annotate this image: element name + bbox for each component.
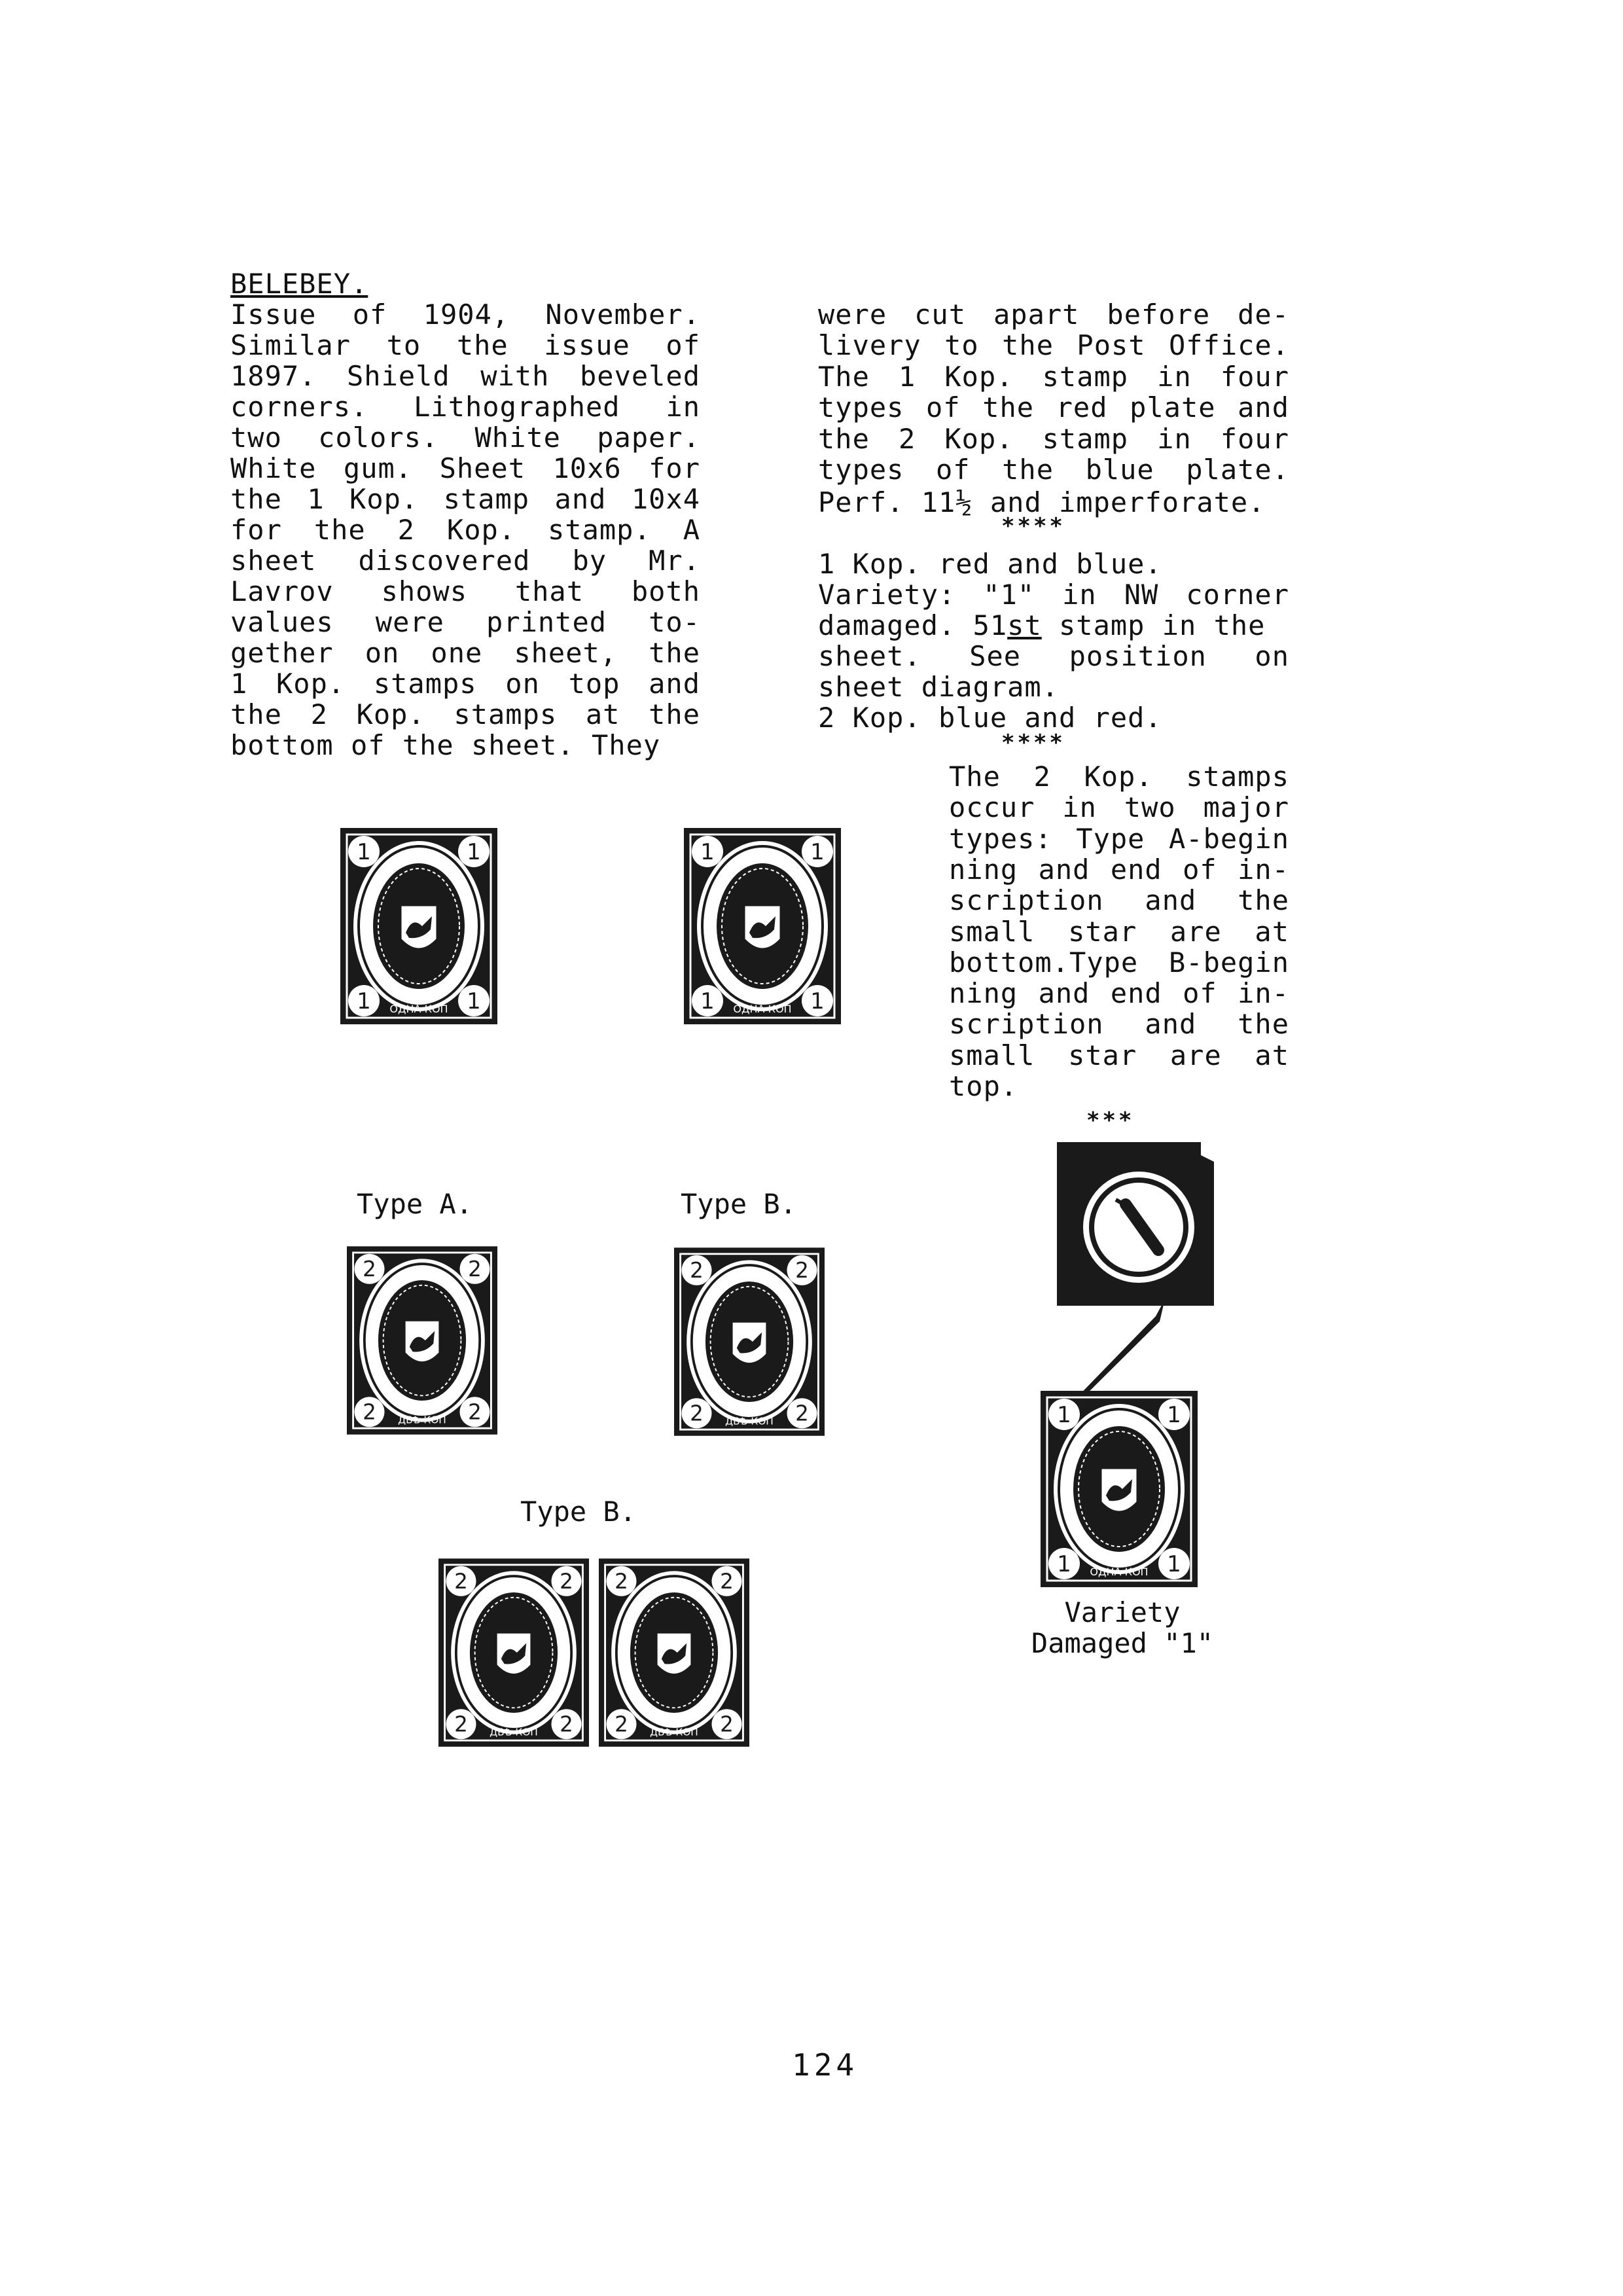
text-line: sheet diagram. bbox=[818, 672, 1060, 702]
text-line: The 1 Kop. stamp in four bbox=[818, 361, 1289, 392]
svg-text:2: 2 bbox=[720, 1712, 734, 1737]
text-line: types of the blue plate. bbox=[818, 454, 1289, 485]
text-line: Issue of 1904, November. bbox=[230, 299, 700, 330]
text-line: were cut apart before de- bbox=[818, 299, 1289, 330]
text-line: values were printed to- bbox=[230, 607, 700, 637]
text-line: top. bbox=[949, 1071, 1018, 1102]
svg-text:2: 2 bbox=[690, 1401, 704, 1426]
text-line: the 2 Kop. stamps at the bbox=[230, 699, 700, 730]
svg-text:2: 2 bbox=[454, 1569, 468, 1594]
page-number: 124 bbox=[792, 2047, 859, 2083]
svg-text:ДВѢ КОП: ДВѢ КОП bbox=[490, 1726, 538, 1738]
stamp-2-kop-type-a bbox=[347, 1246, 497, 1435]
svg-text:2: 2 bbox=[720, 1569, 734, 1594]
svg-text:1: 1 bbox=[810, 988, 825, 1014]
text-line: 1 Kop. stamps on top and bbox=[230, 668, 700, 699]
svg-text:2: 2 bbox=[468, 1257, 482, 1282]
svg-text:1: 1 bbox=[810, 839, 825, 865]
svg-text:ДВѢ КОП: ДВѢ КОП bbox=[398, 1414, 446, 1426]
svg-text:1: 1 bbox=[1167, 1551, 1181, 1577]
text-line: bottom.Type B-begin bbox=[949, 946, 1289, 978]
svg-text:2: 2 bbox=[690, 1258, 704, 1283]
text-line: the 2 Kop. stamp in four bbox=[818, 423, 1289, 454]
text-line: bottom of the sheet. They bbox=[230, 730, 661, 761]
caption-type-a: Type A. bbox=[357, 1188, 473, 1220]
svg-text:2: 2 bbox=[363, 1399, 376, 1425]
stamp-1-kop-right bbox=[684, 828, 841, 1024]
svg-text:2: 2 bbox=[615, 1712, 628, 1737]
svg-text:1: 1 bbox=[467, 988, 481, 1014]
text-line: Similar to the issue of bbox=[230, 330, 700, 361]
stamp-pair-left bbox=[438, 1558, 589, 1748]
svg-text:ОДНА КОП: ОДНА КОП bbox=[1090, 1566, 1149, 1578]
text-line: Lavrov shows that both bbox=[230, 576, 700, 607]
text-line: small star are at bbox=[949, 1039, 1289, 1071]
text-line: types: Type A-begin bbox=[949, 823, 1289, 854]
svg-text:2: 2 bbox=[454, 1712, 468, 1737]
separator-stars-3: *** bbox=[1086, 1107, 1135, 1134]
text-line: White gum. Sheet 10x6 for bbox=[230, 453, 700, 484]
text-line: sheet. See position on bbox=[818, 641, 1289, 672]
caption-type-b: Type B. bbox=[681, 1188, 797, 1220]
text-line: livery to the Post Office. bbox=[818, 330, 1289, 361]
svg-text:1: 1 bbox=[357, 988, 371, 1014]
text-line: gether on one sheet, the bbox=[230, 637, 700, 668]
stamp-1-kop-left bbox=[340, 828, 497, 1024]
variety-caption-line-1: Variety bbox=[1064, 1596, 1181, 1628]
stamp-2-kop-type-b bbox=[674, 1247, 825, 1437]
separator-stars-2: **** bbox=[1001, 730, 1065, 756]
svg-text:1: 1 bbox=[357, 839, 371, 865]
damaged-line: damaged. 51st stamp in the bbox=[818, 609, 1266, 641]
text-line: small star are at bbox=[949, 916, 1289, 947]
text-line: the 1 Kop. stamp and 10x4 bbox=[230, 484, 700, 514]
svg-text:1: 1 bbox=[1167, 1402, 1181, 1428]
text-line: 2 Kop. blue and red. bbox=[818, 702, 1162, 733]
svg-text:1: 1 bbox=[1057, 1402, 1071, 1428]
svg-text:1: 1 bbox=[700, 839, 715, 865]
text-line: Variety: "1" in NW corner bbox=[818, 579, 1289, 610]
svg-text:ОДНА КОП: ОДНА КОП bbox=[389, 1003, 448, 1015]
enlarged-corner-detail bbox=[1044, 1142, 1214, 1306]
text-line: scription and the bbox=[949, 885, 1289, 916]
svg-text:ОДНА КОП: ОДНА КОП bbox=[733, 1003, 792, 1015]
text-line: corners. Lithographed in bbox=[230, 391, 700, 422]
variety-caption-line-2: Damaged "1" bbox=[1031, 1627, 1214, 1659]
svg-text:2: 2 bbox=[468, 1399, 482, 1425]
text-line: ning and end of in- bbox=[949, 853, 1289, 885]
svg-text:1: 1 bbox=[1057, 1551, 1071, 1577]
text-line: scription and the bbox=[949, 1009, 1289, 1040]
caption-type-b-pair: Type B. bbox=[520, 1496, 637, 1528]
svg-text:ДВѢ КОП: ДВѢ КОП bbox=[650, 1726, 698, 1738]
svg-text:2: 2 bbox=[795, 1258, 809, 1283]
separator-stars-1: **** bbox=[1001, 513, 1065, 539]
text-line: sheet discovered by Mr. bbox=[230, 545, 700, 576]
text-line: The 2 Kop. stamps bbox=[949, 761, 1289, 792]
text-line: two colors. White paper. bbox=[230, 422, 700, 453]
perf-line: Perf. 11½ and imperforate. bbox=[818, 486, 1266, 518]
text-line: ning and end of in- bbox=[949, 978, 1289, 1009]
svg-text:1: 1 bbox=[467, 839, 481, 865]
text-line: for the 2 Kop. stamp. A bbox=[230, 514, 700, 545]
svg-text:2: 2 bbox=[363, 1257, 376, 1282]
svg-text:2: 2 bbox=[560, 1712, 573, 1737]
stamp-pair-right bbox=[599, 1558, 749, 1748]
article-heading: BELEBEY. bbox=[230, 268, 368, 300]
stamp-variety-damaged bbox=[1041, 1391, 1198, 1587]
svg-text:ДВѢ КОП: ДВѢ КОП bbox=[725, 1415, 774, 1427]
text-line: occur in two major bbox=[949, 792, 1289, 823]
svg-text:2: 2 bbox=[560, 1569, 573, 1594]
svg-text:2: 2 bbox=[795, 1401, 809, 1426]
svg-text:1: 1 bbox=[700, 988, 715, 1014]
text-line: 1 Kop. red and blue. bbox=[818, 548, 1162, 579]
text-line: types of the red plate and bbox=[818, 392, 1289, 423]
svg-text:2: 2 bbox=[615, 1569, 628, 1594]
text-line: 1897. Shield with beveled bbox=[230, 361, 700, 391]
